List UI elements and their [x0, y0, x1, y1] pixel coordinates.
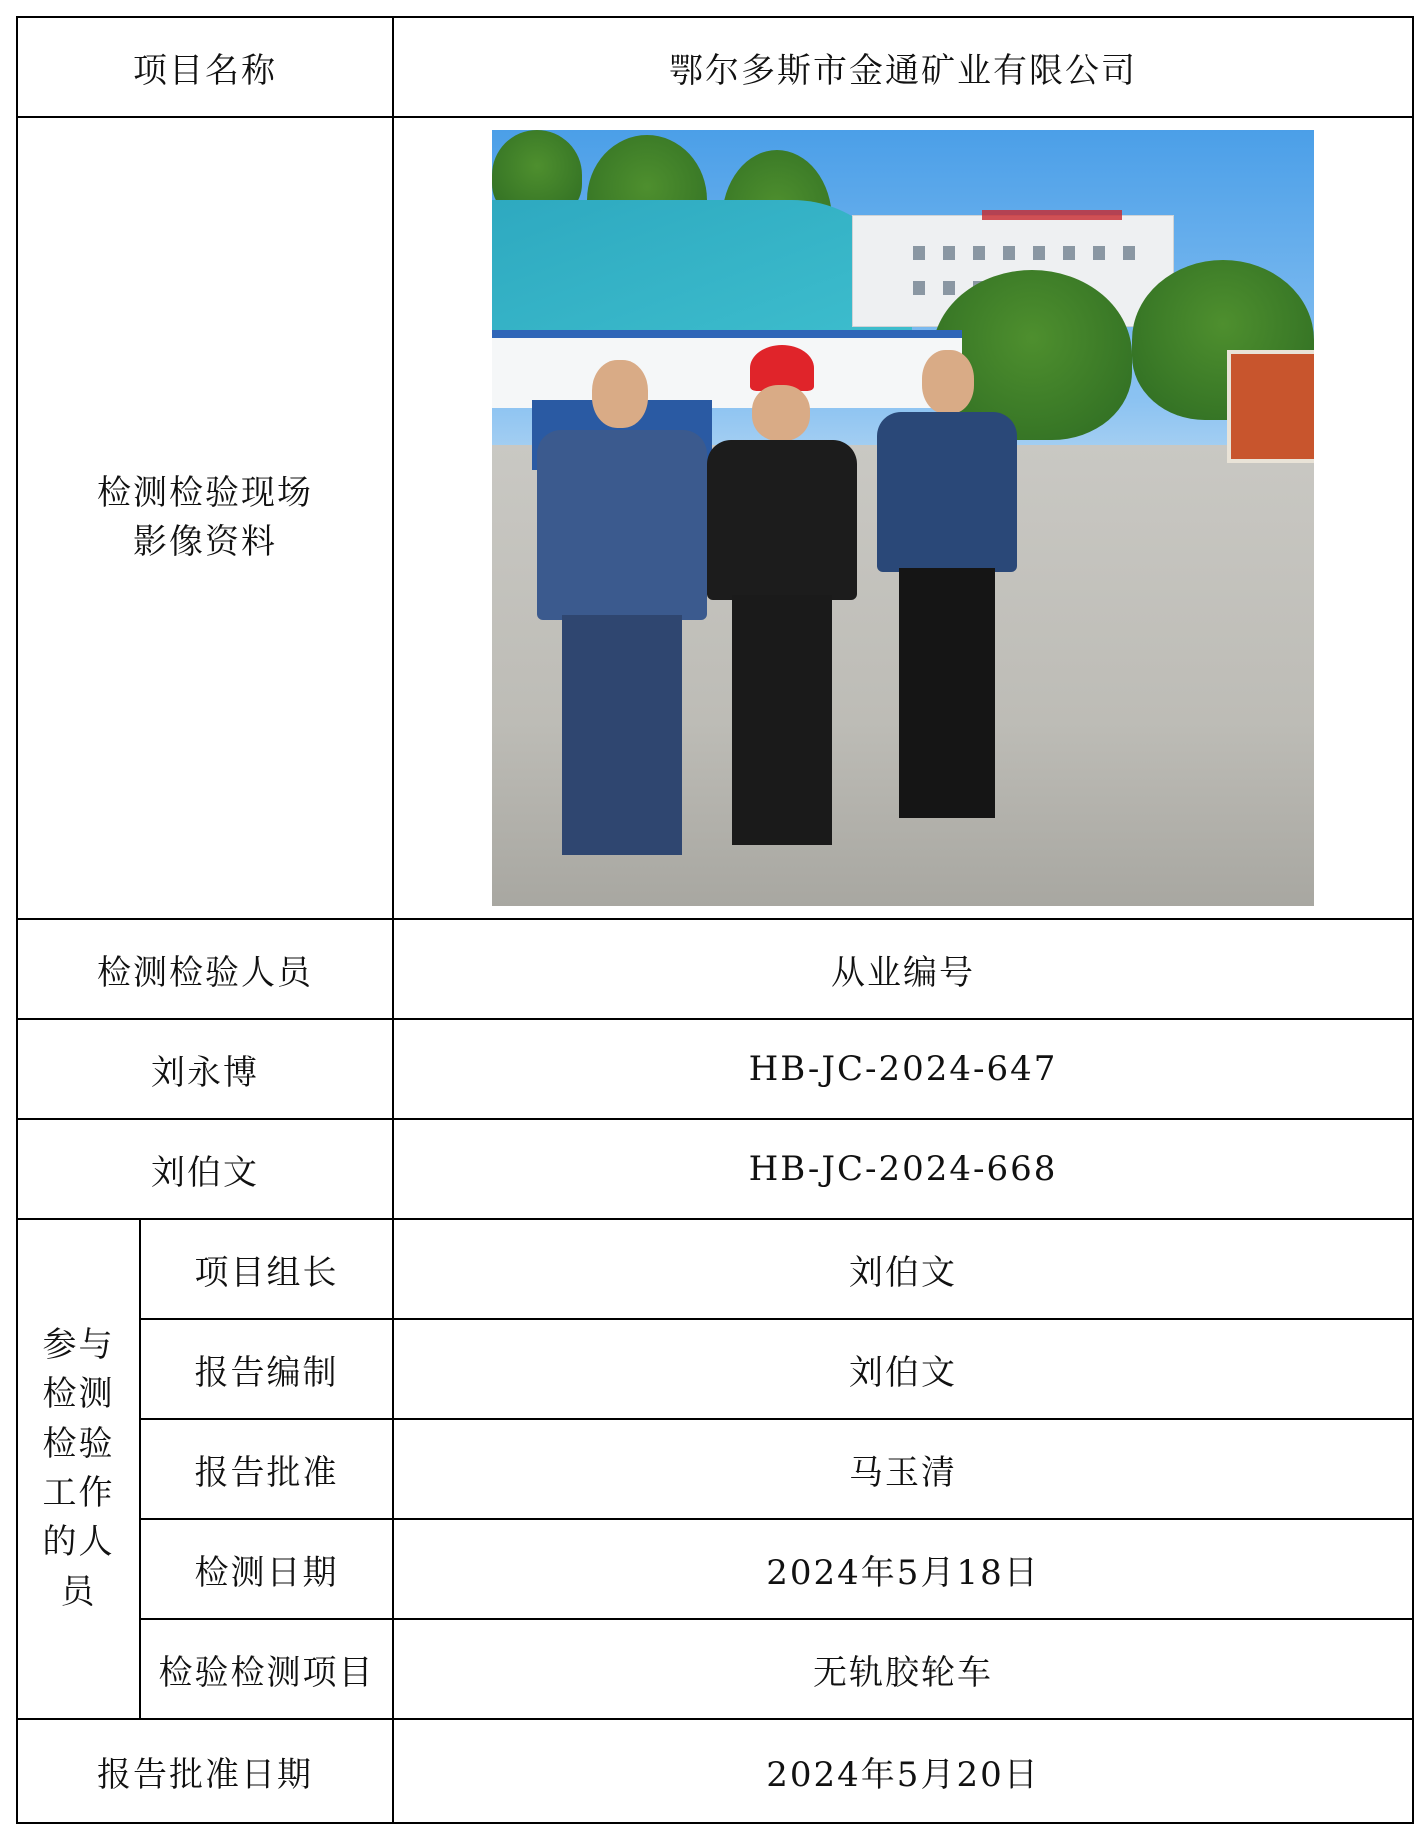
photo-label-line2: 影像资料 — [133, 522, 277, 562]
approval-date-label: 报告批准日期 — [17, 1719, 393, 1823]
project-value: 鄂尔多斯市金通矿业有限公司 — [393, 17, 1413, 117]
building-sign — [982, 210, 1122, 220]
participant-role: 项目组长 — [140, 1219, 393, 1319]
inspectors-header-name: 检测检验人员 — [17, 919, 393, 1019]
participant-value: 无轨胶轮车 — [393, 1619, 1413, 1719]
group-label-line: 的人 — [42, 1522, 115, 1563]
person-right — [877, 350, 1017, 850]
group-label-line: 检验 — [42, 1423, 115, 1464]
participant-row — [17, 1319, 1413, 1419]
inspection-record-table — [16, 16, 1414, 1824]
group-label-line: 员 — [60, 1571, 97, 1612]
participant-role: 报告批准 — [140, 1419, 393, 1519]
site-photo — [492, 130, 1314, 906]
photo-label — [17, 117, 393, 919]
participant-role: 检测日期 — [140, 1519, 393, 1619]
participant-row — [17, 1619, 1413, 1719]
participant-value: 刘伯文 — [393, 1219, 1413, 1319]
participant-row — [17, 1419, 1413, 1519]
participant-row — [17, 1519, 1413, 1619]
participant-row — [17, 1219, 1413, 1319]
inspectors-header-id: 从业编号 — [393, 919, 1413, 1019]
participant-role: 检验检测项目 — [140, 1619, 393, 1719]
group-label-line: 检测 — [42, 1374, 115, 1415]
inspector-name: 刘永博 — [17, 1019, 393, 1119]
inspector-id: HB-JC-2024-647 — [393, 1019, 1413, 1119]
photo-label-line1: 检测检验现场 — [97, 472, 313, 513]
inspector-row — [17, 1119, 1413, 1219]
participant-role: 报告编制 — [140, 1319, 393, 1419]
participant-value: 刘伯文 — [393, 1319, 1413, 1419]
approval-date-row — [17, 1719, 1413, 1823]
inspector-id: HB-JC-2024-668 — [393, 1119, 1413, 1219]
group-label-line: 参与 — [42, 1325, 115, 1366]
inspectors-header-row — [17, 919, 1413, 1019]
photo-cell — [393, 117, 1413, 919]
photo-row — [17, 117, 1413, 919]
group-label-line: 工作 — [42, 1473, 115, 1513]
participants-group-label — [17, 1219, 140, 1719]
person-left — [537, 360, 707, 880]
inspector-row — [17, 1019, 1413, 1119]
participant-value: 马玉清 — [393, 1419, 1413, 1519]
participant-value: 2024年5月18日 — [393, 1519, 1413, 1619]
inspector-name: 刘伯文 — [17, 1119, 393, 1219]
project-label: 项目名称 — [17, 17, 393, 117]
project-row — [17, 17, 1413, 117]
approval-date-value: 2024年5月20日 — [393, 1719, 1413, 1823]
notice-board — [1227, 350, 1314, 463]
person-middle — [707, 345, 857, 875]
